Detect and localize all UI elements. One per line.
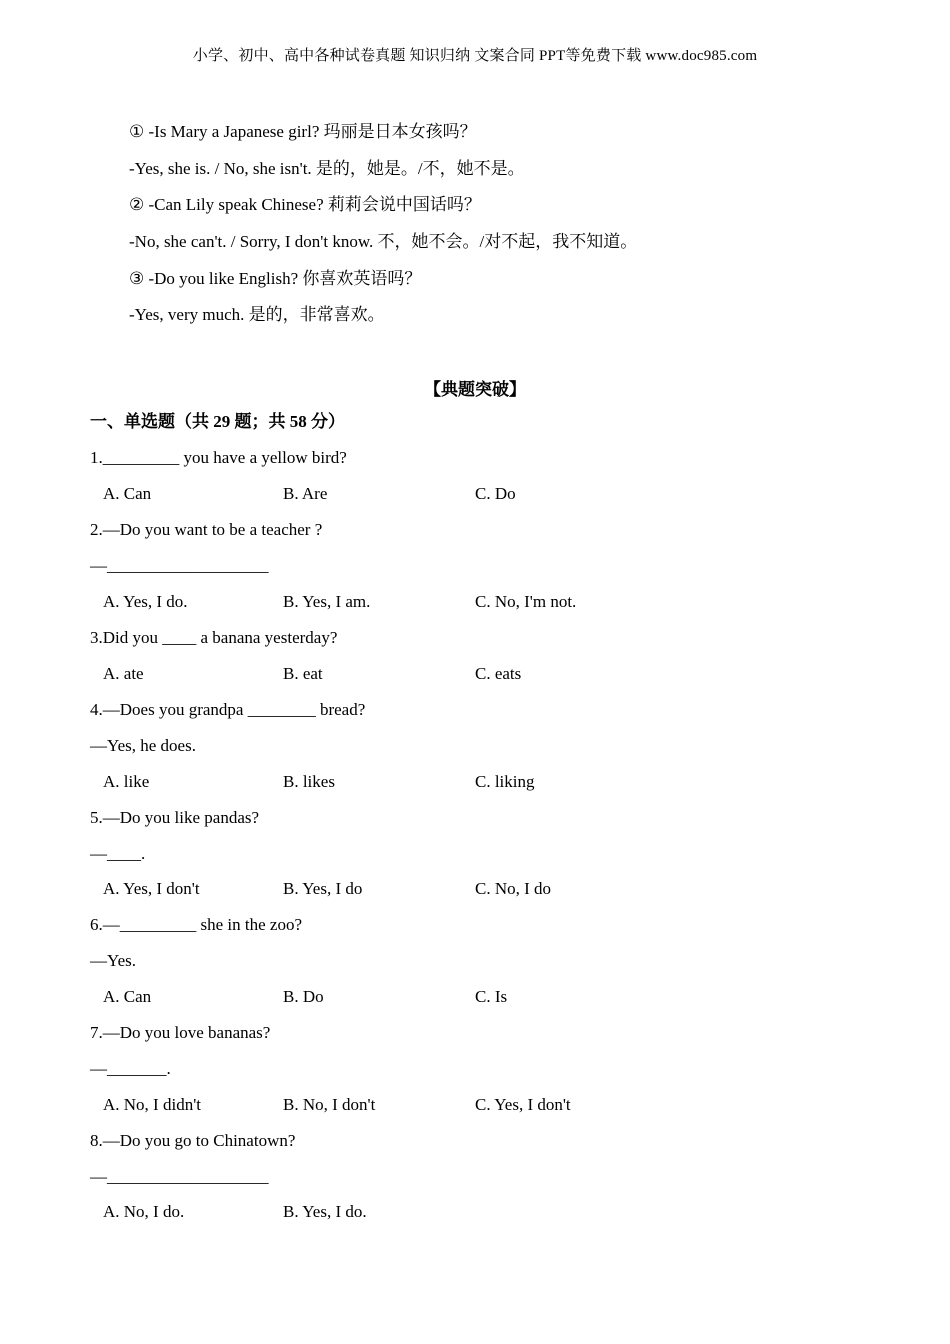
question-stem: 7.—Do you love bananas? (90, 1023, 271, 1042)
option-c[interactable]: C. liking (475, 772, 535, 791)
option-b[interactable]: B. Do (283, 987, 324, 1006)
answer-blank: —___________________ (90, 556, 269, 575)
answer-blank: —___________________ (90, 1167, 269, 1186)
question-stem: 3.Did you ____ a banana yesterday? (90, 628, 338, 647)
option-b[interactable]: B. Yes, I am. (283, 592, 371, 611)
option-b[interactable]: B. No, I don't (283, 1095, 376, 1114)
question-stem: 4.—Does you grandpa ________ bread? (90, 700, 366, 719)
option-c[interactable]: C. Do (475, 484, 516, 503)
option-c[interactable]: C. Is (475, 987, 508, 1006)
part-heading: 一、单选题（共 29 题；共 58 分） (90, 412, 345, 431)
option-b[interactable]: B. Yes, I do. (283, 1202, 367, 1221)
option-b[interactable]: B. Yes, I do (283, 879, 363, 898)
option-c[interactable]: C. No, I do (475, 879, 552, 898)
answer-line: —Yes, he does. (90, 736, 196, 755)
question-stem: 5.—Do you like pandas? (90, 808, 260, 827)
option-a[interactable]: A. Yes, I don't (103, 879, 200, 898)
page-header: 小学、初中、高中各种试卷真题 知识归纳 文案合同 PPT等免费下载 www.doc985.com (192, 48, 758, 64)
option-c[interactable]: C. Yes, I don't (475, 1095, 571, 1114)
answer-line: —Yes. (90, 951, 136, 970)
question-stem: 2.—Do you want to be a teacher ? (90, 520, 323, 539)
option-b[interactable]: B. Are (283, 484, 328, 503)
option-b[interactable]: B. eat (283, 664, 323, 683)
option-a[interactable]: A. Yes, I do. (103, 592, 188, 611)
question-stem: 6.—_________ she in the zoo? (90, 915, 302, 934)
example-line: -Yes, very much. 是的，非常喜欢。 (129, 305, 385, 324)
option-c[interactable]: C. eats (475, 664, 522, 683)
option-a[interactable]: A. ate (103, 664, 144, 683)
example-line: ① -Is Mary a Japanese girl? 玛丽是日本女孩吗？ (129, 122, 477, 141)
option-a[interactable]: A. Can (103, 987, 152, 1006)
option-a[interactable]: A. Can (103, 484, 152, 503)
example-line: -No, she can't. / Sorry, I don't know. 不，她不会。/对不起，我不知道。 (129, 232, 638, 251)
example-line: ③ -Do you like English? 你喜欢英语吗？ (129, 269, 422, 288)
option-b[interactable]: B. likes (283, 772, 335, 791)
answer-blank: —____. (90, 844, 146, 863)
question-stem: 8.—Do you go to Chinatown? (90, 1131, 296, 1150)
option-c[interactable]: C. No, I'm not. (475, 592, 577, 611)
question-stem: 1._________ you have a yellow bird? (90, 448, 347, 467)
option-a[interactable]: A. like (103, 772, 150, 791)
option-a[interactable]: A. No, I do. (103, 1202, 185, 1221)
answer-blank: —_______. (90, 1059, 171, 1078)
example-line: -Yes, she is. / No, she isn't. 是的，她是。/不，她不是。 (129, 159, 525, 178)
example-line: ② -Can Lily speak Chinese? 莉莉会说中国话吗？ (129, 195, 481, 214)
option-a[interactable]: A. No, I didn't (103, 1095, 201, 1114)
section-title: 【典题突破】 (424, 380, 526, 399)
